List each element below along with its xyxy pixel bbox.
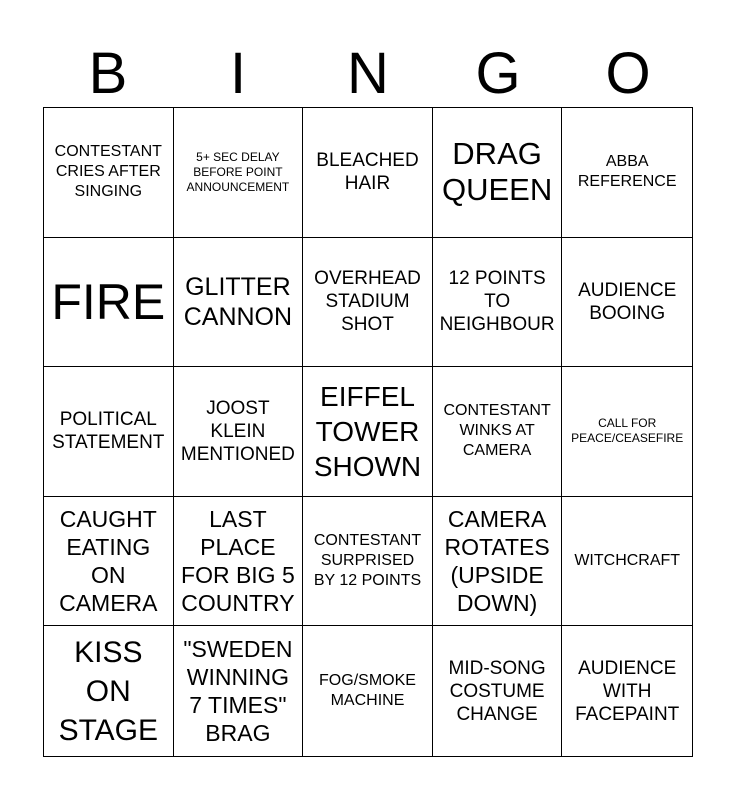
cell-label: 5+ SEC DELAY BEFORE POINT ANNOUNCEMENT <box>186 149 290 194</box>
bingo-cell[interactable] <box>44 626 174 756</box>
bingo-cell[interactable] <box>562 626 692 756</box>
cell-label: KISS ON STAGE <box>58 635 159 747</box>
cell-label: "SWEDEN WINNING 7 TIMES" BRAG <box>183 636 293 747</box>
cell-label: FIRE <box>51 273 166 330</box>
bingo-cell[interactable] <box>562 497 692 627</box>
header-letter-i: I <box>229 41 247 106</box>
bingo-cell[interactable] <box>174 497 304 627</box>
cell-label: CAMERA ROTATES (UPSIDE DOWN) <box>444 506 550 617</box>
header-letter-b: B <box>88 41 128 106</box>
bingo-cell[interactable] <box>433 626 563 756</box>
cell-label: CAUGHT EATING ON CAMERA <box>59 506 158 617</box>
bingo-cell[interactable] <box>433 108 563 238</box>
bingo-cell[interactable] <box>303 238 433 368</box>
bingo-cell[interactable] <box>44 497 174 627</box>
bingo-header <box>43 40 693 108</box>
bingo-cell[interactable] <box>174 108 304 238</box>
cell-label: POLITICAL STATEMENT <box>52 409 165 454</box>
cell-label: WITCHCRAFT <box>574 552 681 570</box>
cell-label: CONTESTANT CRIES AFTER SINGING <box>54 143 162 201</box>
header-letter-g: G <box>475 41 521 106</box>
bingo-cell[interactable] <box>174 367 304 497</box>
bingo-cell[interactable] <box>174 238 304 368</box>
bingo-cell[interactable] <box>303 108 433 238</box>
bingo-cell[interactable] <box>303 626 433 756</box>
cell-label: LAST PLACE FOR BIG 5 COUNTRY <box>181 506 295 617</box>
cell-label: 12 POINTS TO NEIGHBOUR <box>439 268 555 336</box>
bingo-cell[interactable] <box>44 108 174 238</box>
cell-label: EIFFEL TOWER SHOWN <box>313 380 422 482</box>
cell-label: CALL FOR PEACE/CEASEFIRE <box>571 416 684 446</box>
bingo-cell[interactable] <box>303 497 433 627</box>
cell-label: DRAG QUEEN <box>441 136 553 208</box>
cell-label: FOG/SMOKE MACHINE <box>319 672 416 710</box>
cell-label: BLEACHED HAIR <box>316 150 419 195</box>
bingo-cell[interactable] <box>44 238 174 368</box>
cell-label: AUDIENCE BOOING <box>578 279 677 324</box>
cell-label: JOOST KLEIN MENTIONED <box>180 397 295 465</box>
cell-label: AUDIENCE WITH FACEPAINT <box>575 657 680 725</box>
header-letter-n: N <box>347 41 389 106</box>
bingo-cell[interactable] <box>433 238 563 368</box>
bingo-cell[interactable] <box>303 367 433 497</box>
bingo-cell[interactable] <box>562 108 692 238</box>
bingo-cell[interactable] <box>562 367 692 497</box>
cell-label: OVERHEAD STADIUM SHOT <box>314 268 421 336</box>
cell-label: CONTESTANT SURPRISED BY 12 POINTS <box>313 532 422 590</box>
bingo-cell[interactable] <box>562 238 692 368</box>
cell-label: ABBA REFERENCE <box>577 153 677 191</box>
bingo-cell[interactable] <box>433 497 563 627</box>
bingo-grid <box>43 107 693 757</box>
bingo-cell[interactable] <box>44 367 174 497</box>
bingo-cell[interactable] <box>174 626 304 756</box>
cell-label: GLITTER CANNON <box>183 272 293 331</box>
header-letter-o: O <box>605 41 651 106</box>
cell-label: CONTESTANT WINKS AT CAMERA <box>443 402 551 460</box>
bingo-cell[interactable] <box>433 367 563 497</box>
cell-label: MID-SONG COSTUME CHANGE <box>448 657 546 725</box>
